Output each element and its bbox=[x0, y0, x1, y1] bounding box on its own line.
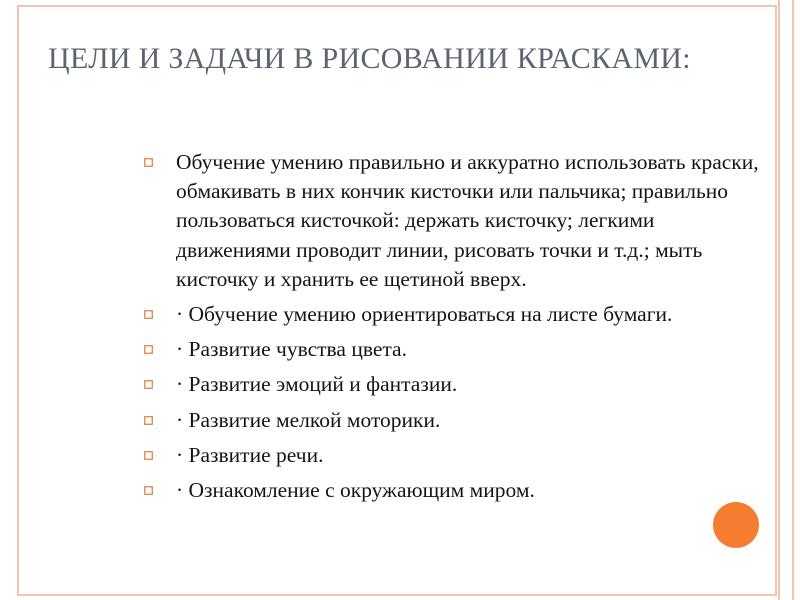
accent-circle bbox=[713, 502, 759, 548]
bullet-icon bbox=[144, 345, 153, 354]
list-item-text: · Развитие чувства цвета. bbox=[176, 337, 407, 362]
bullet-list bbox=[144, 148, 769, 511]
bullet-icon bbox=[144, 158, 153, 167]
list-item-text: · Развитие мелкой моторики. bbox=[176, 407, 441, 432]
right-bar-line-right bbox=[792, 0, 794, 600]
list-item bbox=[144, 300, 769, 329]
right-decorative-bar bbox=[778, 0, 794, 600]
right-bar-line-left bbox=[778, 0, 780, 600]
list-item bbox=[144, 370, 769, 399]
list-item-text: Обучение умению правильно и аккуратно использовать краски, обмакивать в них кончик кисточки или пальчика; правильно пользоваться кисточкой: держать кисточку; легкими движениями проводит линии, рисовать точки и т.д.; мыть кисточку и хранить ее щетиной вверх. bbox=[176, 150, 759, 291]
list-item-text: · Развитие речи. bbox=[176, 442, 324, 467]
list-item-text: · Обучение умению ориентироваться на листе бумаги. bbox=[176, 302, 673, 327]
list-item bbox=[144, 335, 769, 364]
bullet-icon bbox=[144, 486, 153, 495]
list-item bbox=[144, 476, 769, 505]
list-item bbox=[144, 441, 769, 470]
bullet-icon bbox=[144, 451, 153, 460]
bullet-icon bbox=[144, 380, 153, 389]
bullet-icon bbox=[144, 310, 153, 319]
list-item-text: · Ознакомление с окружающим миром. bbox=[176, 478, 535, 503]
bullet-icon bbox=[144, 416, 153, 425]
slide-title: ЦЕЛИ И ЗАДАЧИ В РИСОВАНИИ КРАСКАМИ: bbox=[48, 42, 691, 75]
list-item bbox=[144, 148, 769, 294]
list-item bbox=[144, 406, 769, 435]
list-item-text: · Развитие эмоций и фантазии. bbox=[176, 372, 458, 397]
